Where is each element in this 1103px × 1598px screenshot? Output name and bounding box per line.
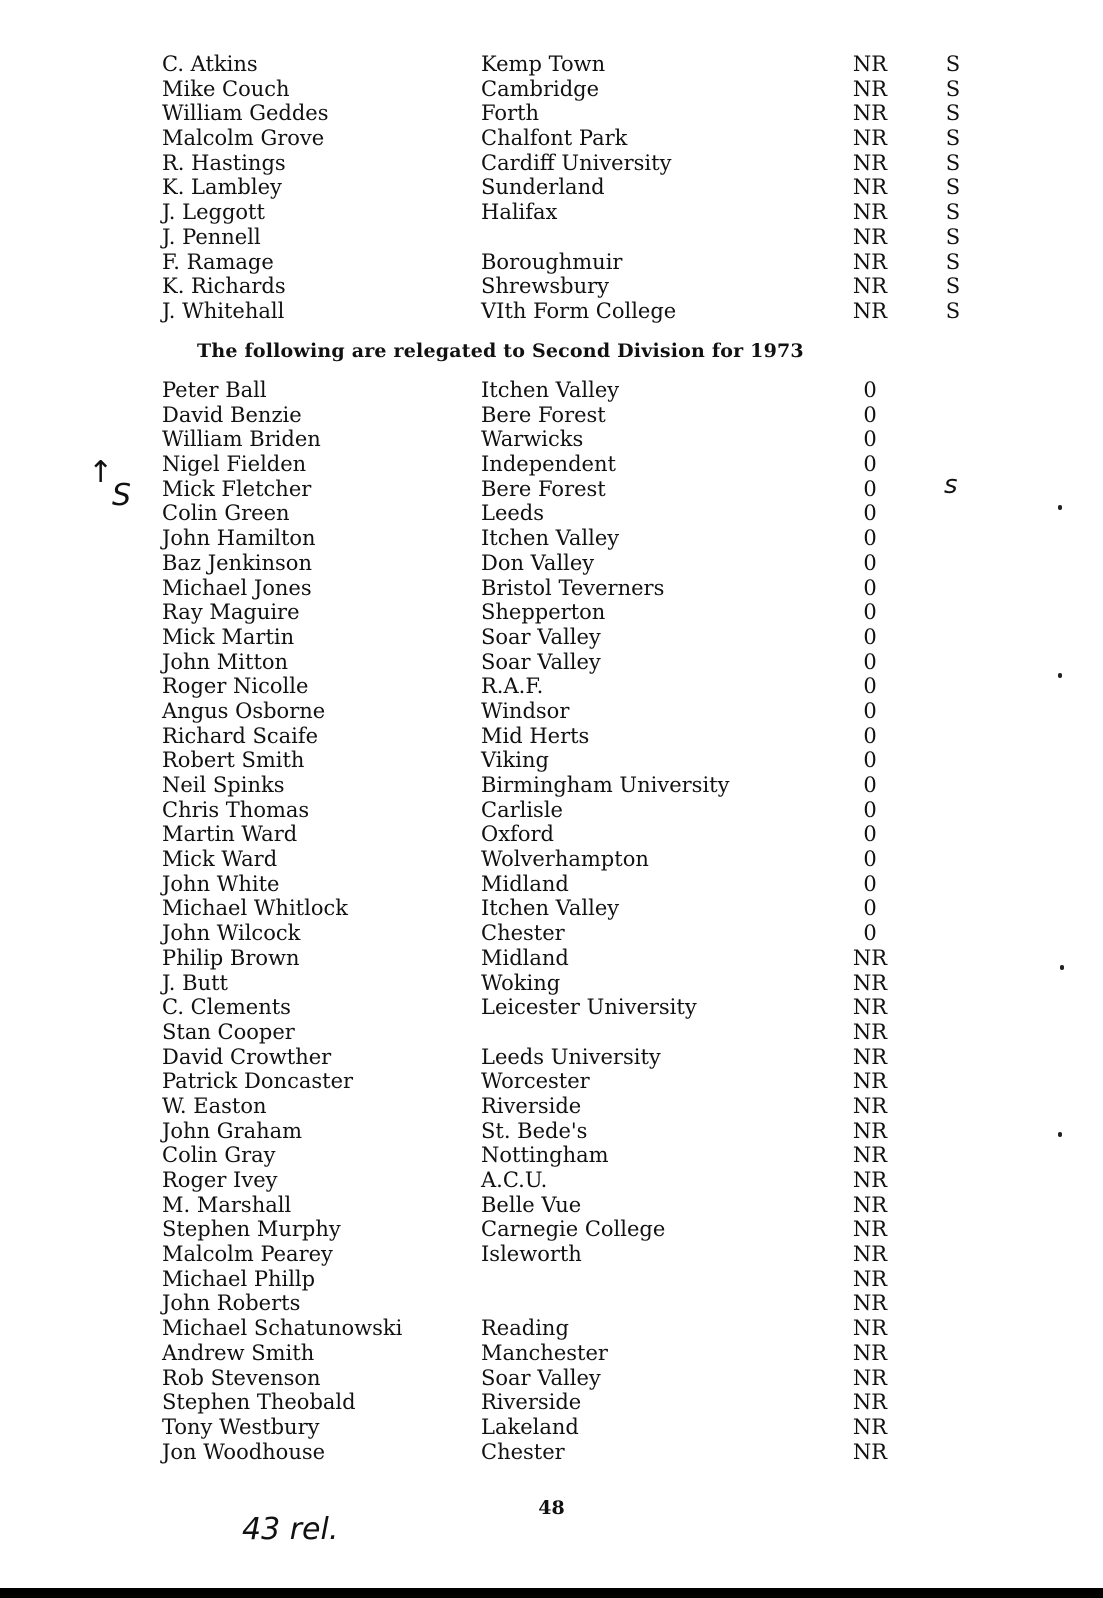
result: NR xyxy=(852,1069,888,1094)
status-mark: S xyxy=(945,76,961,101)
player-name: M. Marshall xyxy=(162,1192,292,1217)
handwritten-note: 43 rel. xyxy=(242,1512,339,1547)
result: NR xyxy=(852,274,888,299)
club-name: Viking xyxy=(481,748,549,773)
player-name: Mick Martin xyxy=(162,624,295,649)
handwritten-s-left: S xyxy=(112,478,132,513)
result: NR xyxy=(852,1019,888,1044)
player-name: John Mitton xyxy=(162,649,289,674)
player-name: Nigel Fielden xyxy=(162,452,307,477)
club-name: VIth Form College xyxy=(481,298,677,323)
status-mark: S xyxy=(945,150,961,175)
club-name: Chester xyxy=(481,921,565,946)
table-row xyxy=(158,1045,998,1070)
club-name: St. Bede's xyxy=(481,1118,588,1143)
table-row xyxy=(158,52,998,77)
player-name: Stephen Murphy xyxy=(162,1217,341,1242)
table-row xyxy=(158,1020,998,1045)
player-name: C. Atkins xyxy=(162,52,258,76)
club-name: Cardiff University xyxy=(481,150,672,175)
result: NR xyxy=(852,1242,888,1267)
player-name: John Graham xyxy=(162,1118,303,1143)
table-row xyxy=(158,200,998,225)
club-name: Wolverhampton xyxy=(481,847,649,872)
table-row xyxy=(158,1440,998,1465)
result: NR xyxy=(852,150,888,175)
player-name: Rob Stevenson xyxy=(162,1365,321,1390)
scan-speck xyxy=(1058,1132,1062,1137)
table-row xyxy=(158,1069,998,1094)
result: 0 xyxy=(863,476,877,501)
player-name: Michael Schatunowski xyxy=(162,1316,403,1341)
club-name: Sunderland xyxy=(481,175,605,200)
table-row xyxy=(158,995,998,1020)
club-name: Chalfont Park xyxy=(481,126,628,151)
result: NR xyxy=(852,970,888,995)
player-name: Andrew Smith xyxy=(162,1340,315,1365)
club-name: Bristol Teverners xyxy=(481,575,665,600)
club-name: Itchen Valley xyxy=(481,526,620,551)
club-name: Midland xyxy=(481,871,569,896)
player-name: Michael Whitlock xyxy=(162,896,348,921)
table-row xyxy=(158,798,998,823)
result: NR xyxy=(852,1266,888,1291)
table-row xyxy=(158,1291,998,1316)
result: 0 xyxy=(863,698,877,723)
table-row xyxy=(158,650,998,675)
relegation-heading: The following are relegated to Second Division for 1973 xyxy=(197,340,804,362)
result: NR xyxy=(852,995,888,1020)
club-name: Carnegie College xyxy=(481,1217,666,1242)
club-name: Manchester xyxy=(481,1340,608,1365)
table-row xyxy=(158,971,998,996)
player-name: Michael Phillp xyxy=(162,1266,316,1291)
status-mark: S xyxy=(945,52,961,76)
club-name: Leicester University xyxy=(481,995,697,1020)
result: 0 xyxy=(863,600,877,625)
table-row xyxy=(158,921,998,946)
club-name: Bere Forest xyxy=(481,402,606,427)
club-name: Bere Forest xyxy=(481,476,606,501)
result: 0 xyxy=(863,526,877,551)
player-name: Tony Westbury xyxy=(162,1414,320,1439)
table-row xyxy=(158,452,998,477)
status-mark: S xyxy=(945,249,961,274)
player-name: Stan Cooper xyxy=(162,1019,295,1044)
scan-speck xyxy=(1060,965,1064,970)
status-mark: S xyxy=(945,126,961,151)
result: 0 xyxy=(863,378,877,402)
result: NR xyxy=(852,1192,888,1217)
handwritten-s-right: s xyxy=(944,470,958,500)
table-row xyxy=(158,378,998,403)
player-name: Ray Maguire xyxy=(162,600,300,625)
player-name: Patrick Doncaster xyxy=(162,1069,354,1094)
player-name: Stephen Theobald xyxy=(162,1390,356,1415)
table-row xyxy=(158,1267,998,1292)
player-name: Peter Ball xyxy=(162,378,267,402)
result: NR xyxy=(852,1217,888,1242)
status-mark: S xyxy=(945,298,961,323)
table-row xyxy=(158,625,998,650)
table-row xyxy=(158,477,998,502)
table-row xyxy=(158,674,998,699)
result: 0 xyxy=(863,427,877,452)
club-name: Isleworth xyxy=(481,1242,582,1267)
player-name: K. Lambley xyxy=(162,175,282,200)
result: 0 xyxy=(863,921,877,946)
table-row xyxy=(158,151,998,176)
table-row xyxy=(158,1193,998,1218)
result: NR xyxy=(852,224,888,249)
result: NR xyxy=(852,1093,888,1118)
club-name: Boroughmuir xyxy=(481,249,623,274)
result: 0 xyxy=(863,624,877,649)
page-number: 48 xyxy=(538,1497,565,1519)
result: 0 xyxy=(863,723,877,748)
club-name: Worcester xyxy=(481,1069,590,1094)
result: 0 xyxy=(863,674,877,699)
result: NR xyxy=(852,945,888,970)
result: 0 xyxy=(863,896,877,921)
table-row xyxy=(158,699,998,724)
player-name: Roger Ivey xyxy=(162,1168,278,1192)
table-row xyxy=(158,1168,998,1193)
club-name: Windsor xyxy=(481,698,570,723)
result: 0 xyxy=(863,452,877,477)
status-mark: S xyxy=(945,274,961,299)
player-name: Mick Fletcher xyxy=(162,476,312,501)
club-name: A.C.U. xyxy=(481,1168,548,1192)
club-name: Woking xyxy=(481,970,561,995)
table-row xyxy=(158,225,998,250)
club-name: Itchen Valley xyxy=(481,378,620,402)
table-row xyxy=(158,847,998,872)
club-name: Carlisle xyxy=(481,797,563,822)
player-name: William Geddes xyxy=(162,101,329,126)
table-row xyxy=(158,946,998,971)
relegated-list xyxy=(158,378,998,1464)
player-name: J. Whitehall xyxy=(162,298,285,323)
result: 0 xyxy=(863,773,877,797)
result: NR xyxy=(852,1316,888,1341)
table-row xyxy=(158,1143,998,1168)
result: NR xyxy=(852,1390,888,1415)
table-row xyxy=(158,1390,998,1415)
table-row xyxy=(158,526,998,551)
table-row xyxy=(158,896,998,921)
player-name: William Briden xyxy=(162,427,321,452)
club-name: Soar Valley xyxy=(481,1365,601,1390)
player-name: David Crowther xyxy=(162,1044,332,1069)
player-name: Mike Couch xyxy=(162,76,290,101)
club-name: Leeds University xyxy=(481,1044,661,1069)
promoted-list xyxy=(158,52,998,324)
table-row xyxy=(158,724,998,749)
result: NR xyxy=(852,76,888,101)
result: 0 xyxy=(863,822,877,847)
table-row xyxy=(158,126,998,151)
club-name: Birmingham University xyxy=(481,773,730,797)
player-name: F. Ramage xyxy=(162,249,274,274)
club-name: Don Valley xyxy=(481,550,595,575)
player-name: Chris Thomas xyxy=(162,797,310,822)
club-name: Oxford xyxy=(481,822,554,847)
table-row xyxy=(158,773,998,798)
table-row xyxy=(158,1366,998,1391)
table-row xyxy=(158,250,998,275)
table-row xyxy=(158,748,998,773)
club-name: Halifax xyxy=(481,200,558,225)
result: NR xyxy=(852,1044,888,1069)
table-row xyxy=(158,1094,998,1119)
table-row xyxy=(158,600,998,625)
result: 0 xyxy=(863,748,877,773)
player-name: C. Clements xyxy=(162,995,291,1020)
result: NR xyxy=(852,1365,888,1390)
player-name: Neil Spinks xyxy=(162,773,285,797)
club-name: Leeds xyxy=(481,501,545,526)
table-row xyxy=(158,872,998,897)
club-name: Shepperton xyxy=(481,600,606,625)
scan-speck xyxy=(1058,505,1062,510)
player-name: J. Pennell xyxy=(162,224,261,249)
club-name: Kemp Town xyxy=(481,52,606,76)
table-row xyxy=(158,1119,998,1144)
club-name: Belle Vue xyxy=(481,1192,582,1217)
player-name: David Benzie xyxy=(162,402,302,427)
player-name: Angus Osborne xyxy=(162,698,326,723)
player-name: Malcolm Pearey xyxy=(162,1242,333,1267)
club-name: Soar Valley xyxy=(481,649,601,674)
player-name: John Wilcock xyxy=(162,921,301,946)
club-name: Nottingham xyxy=(481,1143,609,1168)
result: 0 xyxy=(863,847,877,872)
player-name: W. Easton xyxy=(162,1093,267,1118)
table-row xyxy=(158,77,998,102)
club-name: R.A.F. xyxy=(481,674,544,699)
player-name: Mick Ward xyxy=(162,847,278,872)
club-name: Midland xyxy=(481,945,569,970)
table-row xyxy=(158,1316,998,1341)
result: NR xyxy=(852,101,888,126)
result: NR xyxy=(852,200,888,225)
result: NR xyxy=(852,1168,888,1192)
status-mark: S xyxy=(945,200,961,225)
player-name: John Roberts xyxy=(162,1291,301,1316)
player-name: J. Butt xyxy=(162,970,228,995)
club-name: Riverside xyxy=(481,1390,582,1415)
player-name: Baz Jenkinson xyxy=(162,550,312,575)
player-name: Martin Ward xyxy=(162,822,298,847)
player-name: Robert Smith xyxy=(162,748,305,773)
result: 0 xyxy=(863,501,877,526)
table-row xyxy=(158,822,998,847)
result: 0 xyxy=(863,550,877,575)
status-mark: S xyxy=(945,224,961,249)
player-name: Michael Jones xyxy=(162,575,312,600)
player-name: John White xyxy=(162,871,280,896)
scan-speck xyxy=(1058,673,1062,678)
table-row xyxy=(158,101,998,126)
result: 0 xyxy=(863,649,877,674)
result: NR xyxy=(852,1414,888,1439)
result: 0 xyxy=(863,575,877,600)
player-name: R. Hastings xyxy=(162,150,286,175)
result: NR xyxy=(852,1143,888,1168)
table-row xyxy=(158,299,998,324)
table-row xyxy=(158,1341,998,1366)
player-name: Philip Brown xyxy=(162,945,300,970)
table-row xyxy=(158,274,998,299)
result: NR xyxy=(852,1291,888,1316)
result: NR xyxy=(852,175,888,200)
player-name: John Hamilton xyxy=(162,526,316,551)
scan-edge xyxy=(0,1588,1103,1598)
player-name: Malcolm Grove xyxy=(162,126,325,151)
club-name: Independent xyxy=(481,452,616,477)
player-name: K. Richards xyxy=(162,274,286,299)
player-name: Richard Scaife xyxy=(162,723,319,748)
table-row xyxy=(158,1415,998,1440)
club-name: Itchen Valley xyxy=(481,896,620,921)
status-mark: S xyxy=(945,101,961,126)
club-name: Cambridge xyxy=(481,76,600,101)
player-name: Colin Green xyxy=(162,501,290,526)
handwritten-arrow: ↑ xyxy=(88,455,114,490)
club-name: Reading xyxy=(481,1316,569,1341)
club-name: Warwicks xyxy=(481,427,584,452)
result: NR xyxy=(852,1340,888,1365)
result: 0 xyxy=(863,402,877,427)
status-mark: S xyxy=(945,175,961,200)
club-name: Riverside xyxy=(481,1093,582,1118)
result: 0 xyxy=(863,871,877,896)
club-name: Soar Valley xyxy=(481,624,601,649)
club-name: Chester xyxy=(481,1439,565,1464)
table-row xyxy=(158,576,998,601)
table-row xyxy=(158,175,998,200)
player-name: Jon Woodhouse xyxy=(162,1439,326,1464)
player-name: Roger Nicolle xyxy=(162,674,309,699)
club-name: Mid Herts xyxy=(481,723,590,748)
table-row xyxy=(158,1242,998,1267)
table-row xyxy=(158,551,998,576)
result: NR xyxy=(852,298,888,323)
club-name: Shrewsbury xyxy=(481,274,609,299)
result: 0 xyxy=(863,797,877,822)
table-row xyxy=(158,403,998,428)
result: NR xyxy=(852,1439,888,1464)
club-name: Lakeland xyxy=(481,1414,579,1439)
result: NR xyxy=(852,249,888,274)
result: NR xyxy=(852,1118,888,1143)
table-row xyxy=(158,1217,998,1242)
table-row xyxy=(158,501,998,526)
club-name: Forth xyxy=(481,101,540,126)
result: NR xyxy=(852,52,888,76)
player-name: J. Leggott xyxy=(162,200,265,225)
player-name: Colin Gray xyxy=(162,1143,276,1168)
table-row xyxy=(158,427,998,452)
result: NR xyxy=(852,126,888,151)
